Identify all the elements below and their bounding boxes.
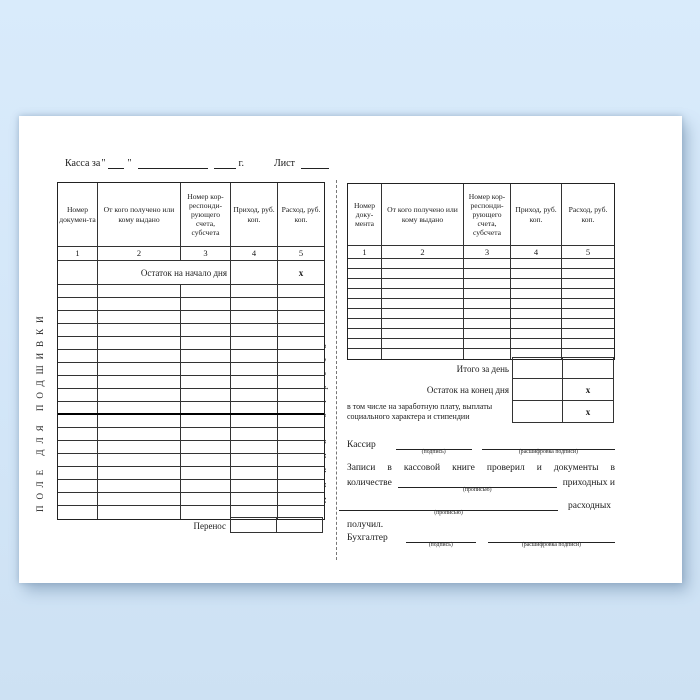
accountant-signature-field xyxy=(406,531,476,548)
blank-cell xyxy=(464,309,511,318)
blank-cell xyxy=(98,454,181,466)
outgoing-count-line xyxy=(347,499,615,516)
closing-balance-x-mark: х xyxy=(562,378,614,401)
left-colnum-1: 1 xyxy=(58,247,98,260)
blank-cell xyxy=(382,279,464,288)
blank-cell xyxy=(278,402,324,413)
blank-cell xyxy=(348,319,382,328)
blank-cell xyxy=(58,324,98,336)
blank-cell xyxy=(181,480,231,492)
blank-cell xyxy=(231,402,278,413)
blank-cell xyxy=(278,350,324,362)
left-cash-table xyxy=(57,182,325,520)
including-income-cell xyxy=(512,400,563,423)
month-blank-field xyxy=(138,158,208,169)
blank-cell xyxy=(98,298,181,310)
signature-decode-hint: (расшифровка подписи) xyxy=(521,542,581,548)
blank-cell xyxy=(58,389,98,401)
blank-cell xyxy=(231,337,278,349)
blank-cell xyxy=(98,415,181,427)
blank-cell xyxy=(181,402,231,413)
blank-cell xyxy=(58,350,98,362)
blank-cell xyxy=(278,493,324,505)
blank-cell xyxy=(231,454,278,466)
blank-cell xyxy=(278,376,324,388)
right-header-income: Приход, руб. коп. xyxy=(511,184,562,245)
blank-cell xyxy=(348,269,382,278)
blank-cell xyxy=(98,480,181,492)
signature-hint: (подпись) xyxy=(428,542,453,548)
closing-balance-row xyxy=(347,379,615,401)
blank-cell xyxy=(58,337,98,349)
blank-cell xyxy=(278,298,324,310)
blank-cell xyxy=(98,376,181,388)
table-row xyxy=(348,269,614,279)
cashier-signature-field xyxy=(396,438,472,455)
blank-cell xyxy=(464,289,511,298)
right-colnum-2: 2 xyxy=(382,246,464,258)
table-row xyxy=(348,289,614,299)
right-header-account: Номер кор-респонди-рующего счета, субсчета xyxy=(464,184,511,245)
table-row xyxy=(58,441,324,454)
table-row xyxy=(58,428,324,441)
blank-cell xyxy=(58,493,98,505)
blank-cell xyxy=(231,428,278,440)
blank-cell xyxy=(181,376,231,388)
table-row xyxy=(58,285,324,298)
blank-cell xyxy=(181,298,231,310)
signature-decode-hint: (расшифровка подписи) xyxy=(518,449,578,455)
blank-cell xyxy=(348,339,382,348)
closing-balance-label: Остаток на конец дня xyxy=(426,385,509,395)
year-blank-field xyxy=(214,158,236,169)
blank-cell xyxy=(382,299,464,308)
table-row xyxy=(58,363,324,376)
right-colnum-3: 3 xyxy=(464,246,511,258)
year-suffix: г. xyxy=(238,158,244,169)
blank-cell xyxy=(181,311,231,323)
blank-cell xyxy=(348,259,382,268)
including-x-mark: х xyxy=(562,400,614,423)
carryover-row xyxy=(57,518,325,534)
blank-cell xyxy=(181,493,231,505)
cut-dashed-line xyxy=(336,180,337,560)
blank-cell xyxy=(98,402,181,413)
blank-cell xyxy=(58,467,98,479)
blank-cell xyxy=(278,337,324,349)
right-colnum-5: 5 xyxy=(585,247,591,257)
cashier-line xyxy=(347,438,615,455)
blank-cell xyxy=(278,428,324,440)
cash-book-page xyxy=(19,116,682,583)
blank-cell xyxy=(231,285,278,297)
blank-cell xyxy=(464,339,511,348)
right-header-from-whom: От кого получено или кому выдано xyxy=(382,184,464,245)
cashier-label: Кассир xyxy=(347,440,376,450)
blank-cell xyxy=(231,493,278,505)
blank-cell xyxy=(231,376,278,388)
blank-cell xyxy=(382,259,464,268)
blank-cell xyxy=(511,329,562,338)
blank-cell xyxy=(562,289,614,298)
blank-cell xyxy=(231,467,278,479)
table-row xyxy=(58,298,324,311)
right-colnum-1: 1 xyxy=(348,246,382,258)
blank-cell xyxy=(181,467,231,479)
right-table-header-row xyxy=(348,184,614,246)
table-row xyxy=(58,324,324,337)
table-row xyxy=(58,454,324,467)
left-table-number-row xyxy=(58,247,324,261)
blank-cell xyxy=(98,428,181,440)
table-row xyxy=(348,299,614,309)
blank-cell xyxy=(562,309,614,318)
left-header-doc-number: Номер докумен-та xyxy=(58,183,98,246)
blank-cell xyxy=(278,415,324,427)
table-row xyxy=(58,493,324,506)
blank-cell xyxy=(278,454,324,466)
blank-cell xyxy=(98,363,181,375)
table-row xyxy=(348,309,614,319)
daily-total-income-cell xyxy=(512,357,563,379)
blank-cell xyxy=(98,441,181,453)
left-colnum-5: 5 xyxy=(298,248,304,258)
blank-cell xyxy=(58,480,98,492)
right-header-expense: Расход, руб. коп. xyxy=(568,205,608,224)
blank-cell xyxy=(562,279,614,288)
closing-balance-income-cell xyxy=(512,378,563,401)
blank-cell xyxy=(562,319,614,328)
blank-cell xyxy=(511,279,562,288)
blank-cell xyxy=(98,311,181,323)
signature-block xyxy=(347,438,615,556)
cashier-name-field xyxy=(482,438,615,455)
blank-cell xyxy=(562,339,614,348)
left-colnum-2: 2 xyxy=(98,247,181,260)
right-header-doc-number: Номер доку-мента xyxy=(348,184,382,245)
blank-cell xyxy=(348,309,382,318)
opening-balance-income-cell xyxy=(231,261,278,284)
kassa-label: Касса за xyxy=(65,158,101,169)
accountant-line xyxy=(347,531,615,548)
blank-cell xyxy=(382,319,464,328)
table-row xyxy=(348,339,614,349)
blank-cell xyxy=(348,279,382,288)
blank-cell xyxy=(231,311,278,323)
left-table-header-row xyxy=(58,183,324,247)
table-row xyxy=(348,329,614,339)
right-cash-table xyxy=(347,183,615,360)
blank-cell xyxy=(278,441,324,453)
blank-cell xyxy=(231,415,278,427)
blank-cell xyxy=(181,337,231,349)
blank-cell xyxy=(231,480,278,492)
blank-cell xyxy=(231,298,278,310)
carryover-label: Перенос xyxy=(193,521,226,531)
blank-cell xyxy=(58,298,98,310)
accountant-name-field xyxy=(488,531,615,548)
daily-total-label: Итого за день xyxy=(456,363,509,374)
blank-cell xyxy=(382,269,464,278)
blank-cell xyxy=(58,428,98,440)
blank-cell xyxy=(181,324,231,336)
check-sentence: Записи в кассовой книге проверил и документы в xyxy=(347,463,615,473)
blank-cell xyxy=(98,389,181,401)
blank-cell xyxy=(348,299,382,308)
accountant-label: Бухгалтер xyxy=(347,533,388,543)
blank-cell xyxy=(511,269,562,278)
blank-cell xyxy=(511,309,562,318)
opening-balance-label: Остаток на начало дня xyxy=(98,261,231,284)
table-row xyxy=(58,467,324,480)
blank-cell xyxy=(58,363,98,375)
blank-cell xyxy=(181,428,231,440)
left-colnum-4: 4 xyxy=(231,247,278,260)
blank-cell xyxy=(464,319,511,328)
left-colnum-3: 3 xyxy=(181,247,231,260)
blank-cell xyxy=(278,389,324,401)
blank-cell xyxy=(464,299,511,308)
blank-cell xyxy=(382,289,464,298)
outgoing-count-field xyxy=(339,499,558,516)
including-label: в том числе на заработную плату, выплаты социального характера и стипендии xyxy=(347,402,493,421)
in-words-hint: (прописью) xyxy=(463,487,492,493)
table-row xyxy=(58,376,324,389)
blank-cell xyxy=(382,329,464,338)
open-quote: " xyxy=(101,158,106,169)
table-row xyxy=(58,350,324,363)
blank-cell xyxy=(511,259,562,268)
table-row xyxy=(58,389,324,402)
quantity-label: количестве xyxy=(347,478,392,488)
table-row xyxy=(58,402,324,415)
incoming-count-field xyxy=(398,476,557,493)
blank-cell xyxy=(231,441,278,453)
daily-totals-block xyxy=(347,358,615,423)
right-table-number-row xyxy=(348,246,614,259)
list-label: Лист xyxy=(273,158,295,169)
table-row xyxy=(58,337,324,350)
right-colnum-4: 4 xyxy=(511,246,562,258)
blank-cell xyxy=(278,311,324,323)
blank-cell xyxy=(278,467,324,479)
left-header-expense: Расход, руб. коп. xyxy=(281,205,321,224)
blank-cell xyxy=(231,363,278,375)
carryover-income-cell xyxy=(230,517,277,533)
blank-cell xyxy=(231,389,278,401)
blank-cell xyxy=(382,309,464,318)
blank-cell xyxy=(98,467,181,479)
blank-cell xyxy=(98,493,181,505)
blank-cell xyxy=(511,339,562,348)
blank-cell xyxy=(278,285,324,297)
signature-hint: (подпись) xyxy=(421,449,446,455)
carryover-expense-cell xyxy=(276,517,323,533)
table-row xyxy=(58,480,324,493)
table-row xyxy=(348,279,614,289)
including-row xyxy=(347,401,615,423)
daily-total-expense-cell xyxy=(562,357,614,379)
blank-cell xyxy=(562,259,614,268)
blank-cell xyxy=(181,454,231,466)
blank-cell xyxy=(231,350,278,362)
daily-total-row xyxy=(347,358,615,379)
blank-cell xyxy=(278,480,324,492)
blank-cell xyxy=(58,441,98,453)
blank-cell xyxy=(562,269,614,278)
blank-cell xyxy=(181,285,231,297)
blank-cell xyxy=(98,324,181,336)
close-quote: " xyxy=(127,158,132,169)
left-header-account: Номер кор-респонди-рующего счета, субсчета xyxy=(181,183,231,246)
blank-cell xyxy=(562,299,614,308)
blank-cell xyxy=(58,285,98,297)
blank-cell xyxy=(181,350,231,362)
blank-cell xyxy=(511,319,562,328)
blank-cell xyxy=(382,339,464,348)
in-words-hint: (прописью) xyxy=(434,510,463,516)
table-row xyxy=(58,311,324,324)
blank-cell xyxy=(348,329,382,338)
blank-cell xyxy=(464,329,511,338)
blank-cell xyxy=(98,337,181,349)
blank-cell xyxy=(98,350,181,362)
blank-cell xyxy=(231,324,278,336)
blank-cell xyxy=(58,402,98,413)
blank-cell xyxy=(464,269,511,278)
blank-cell xyxy=(181,441,231,453)
blank-cell xyxy=(511,289,562,298)
blank-cell xyxy=(181,389,231,401)
blank-cell xyxy=(464,279,511,288)
blank-cell xyxy=(181,363,231,375)
blank-cell xyxy=(562,329,614,338)
opening-balance-doc-cell xyxy=(58,261,98,284)
table-row xyxy=(348,259,614,269)
blank-cell xyxy=(511,299,562,308)
binding-margin-text: ПОЛЕ ДЛЯ ПОДШИВКИ xyxy=(35,310,45,512)
left-header-from-whom: От кого получено или кому выдано xyxy=(98,183,181,246)
blank-cell xyxy=(278,363,324,375)
blank-cell xyxy=(278,324,324,336)
blank-cell xyxy=(98,285,181,297)
outgoing-suffix: расходных xyxy=(568,501,611,511)
incoming-suffix: приходных и xyxy=(562,478,615,488)
opening-balance-row xyxy=(58,261,324,285)
incoming-count-line xyxy=(347,476,615,493)
blank-cell xyxy=(58,454,98,466)
blank-cell xyxy=(58,415,98,427)
blank-cell xyxy=(58,376,98,388)
blank-cell xyxy=(181,415,231,427)
blank-cell xyxy=(464,259,511,268)
table-row xyxy=(58,415,324,428)
page-header-line xyxy=(65,158,329,169)
received-label: получил. xyxy=(347,520,384,530)
opening-balance-x-mark: х xyxy=(298,267,304,278)
blank-cell xyxy=(58,311,98,323)
day-blank-field xyxy=(108,158,124,169)
list-blank-field xyxy=(301,158,329,169)
table-row xyxy=(348,319,614,329)
blank-cell xyxy=(348,289,382,298)
left-header-income: Приход, руб. коп. xyxy=(231,183,278,246)
